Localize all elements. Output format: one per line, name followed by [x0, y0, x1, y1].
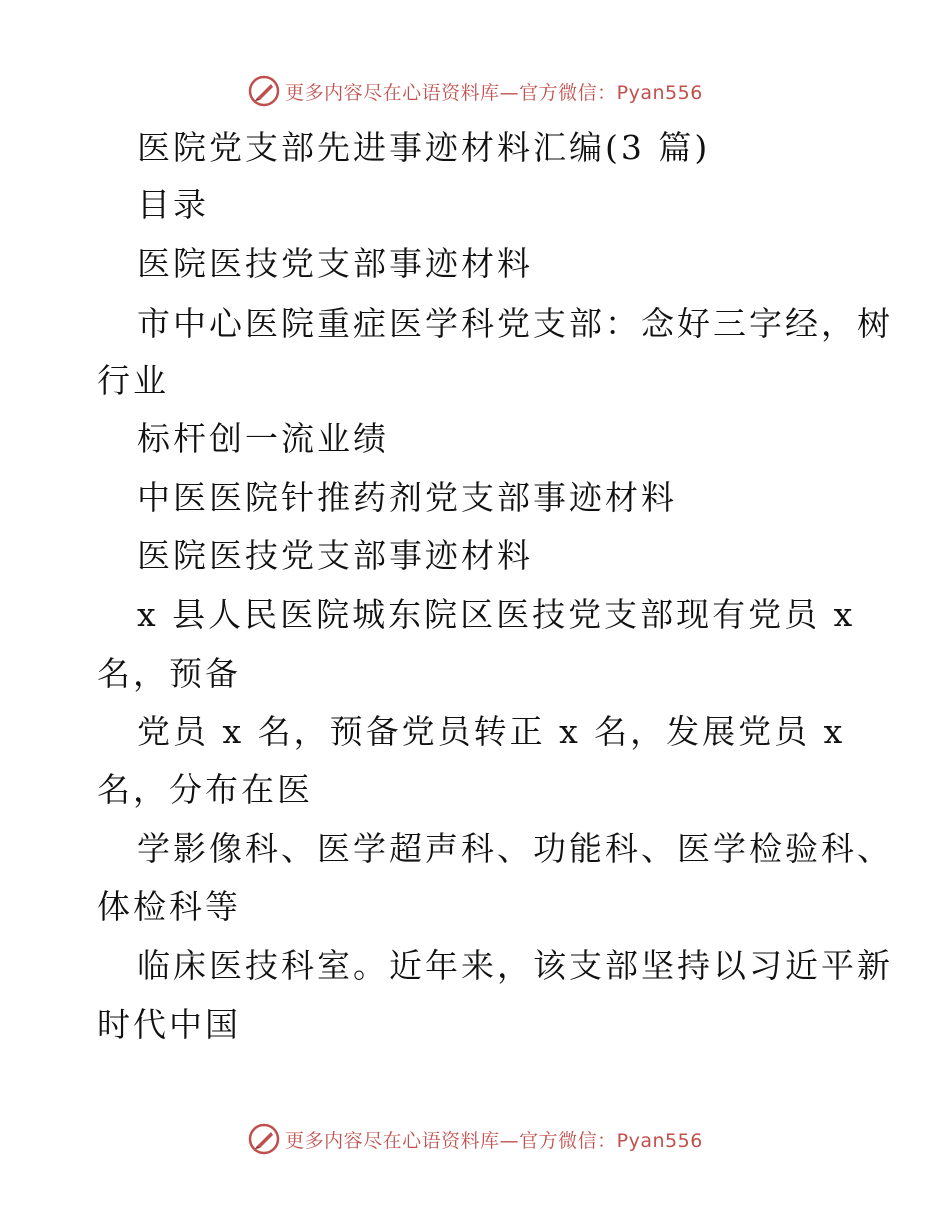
- paragraph-line: 时代中国: [97, 1005, 241, 1044]
- doc-title: 医院党支部先进事迹材料汇编(3 篇): [137, 128, 711, 167]
- watermark-text: 更多内容尽在心语资料库—官方微信：Pyan556: [285, 1129, 703, 1152]
- paragraph-line: 临床医技科室。近年来，该支部坚持以习近平新: [137, 946, 893, 985]
- toc-item: 医院医技党支部事迹材料: [137, 244, 533, 283]
- watermark-bottom: [0, 1119, 950, 1159]
- watermark-logo-icon: [247, 1122, 281, 1156]
- section-heading: 医院医技党支部事迹材料: [137, 536, 533, 575]
- watermark-top: [0, 71, 950, 111]
- paragraph-line: 名，预备: [97, 654, 241, 693]
- toc-heading: 目录: [137, 185, 209, 224]
- paragraph-line: 学影像科、医学超声科、功能科、医学检验科、: [137, 829, 893, 868]
- paragraph-line: 体检科等: [97, 887, 241, 926]
- toc-item-cont: 行业: [97, 361, 169, 400]
- toc-item-cont: 标杆创一流业绩: [137, 419, 389, 458]
- paragraph-line: 名，分布在医: [97, 770, 313, 809]
- watermark-logo-icon: [247, 74, 281, 108]
- toc-item: 中医医院针推药剂党支部事迹材料: [137, 478, 677, 517]
- toc-item: 市中心医院重症医学科党支部：念好三字经，树: [137, 304, 893, 343]
- watermark-text: 更多内容尽在心语资料库—官方微信：Pyan556: [285, 81, 703, 104]
- paragraph-line: x 县人民医院城东院区医技党支部现有党员 x: [137, 595, 856, 634]
- paragraph-line: 党员 x 名，预备党员转正 x 名，发展党员 x: [137, 712, 846, 751]
